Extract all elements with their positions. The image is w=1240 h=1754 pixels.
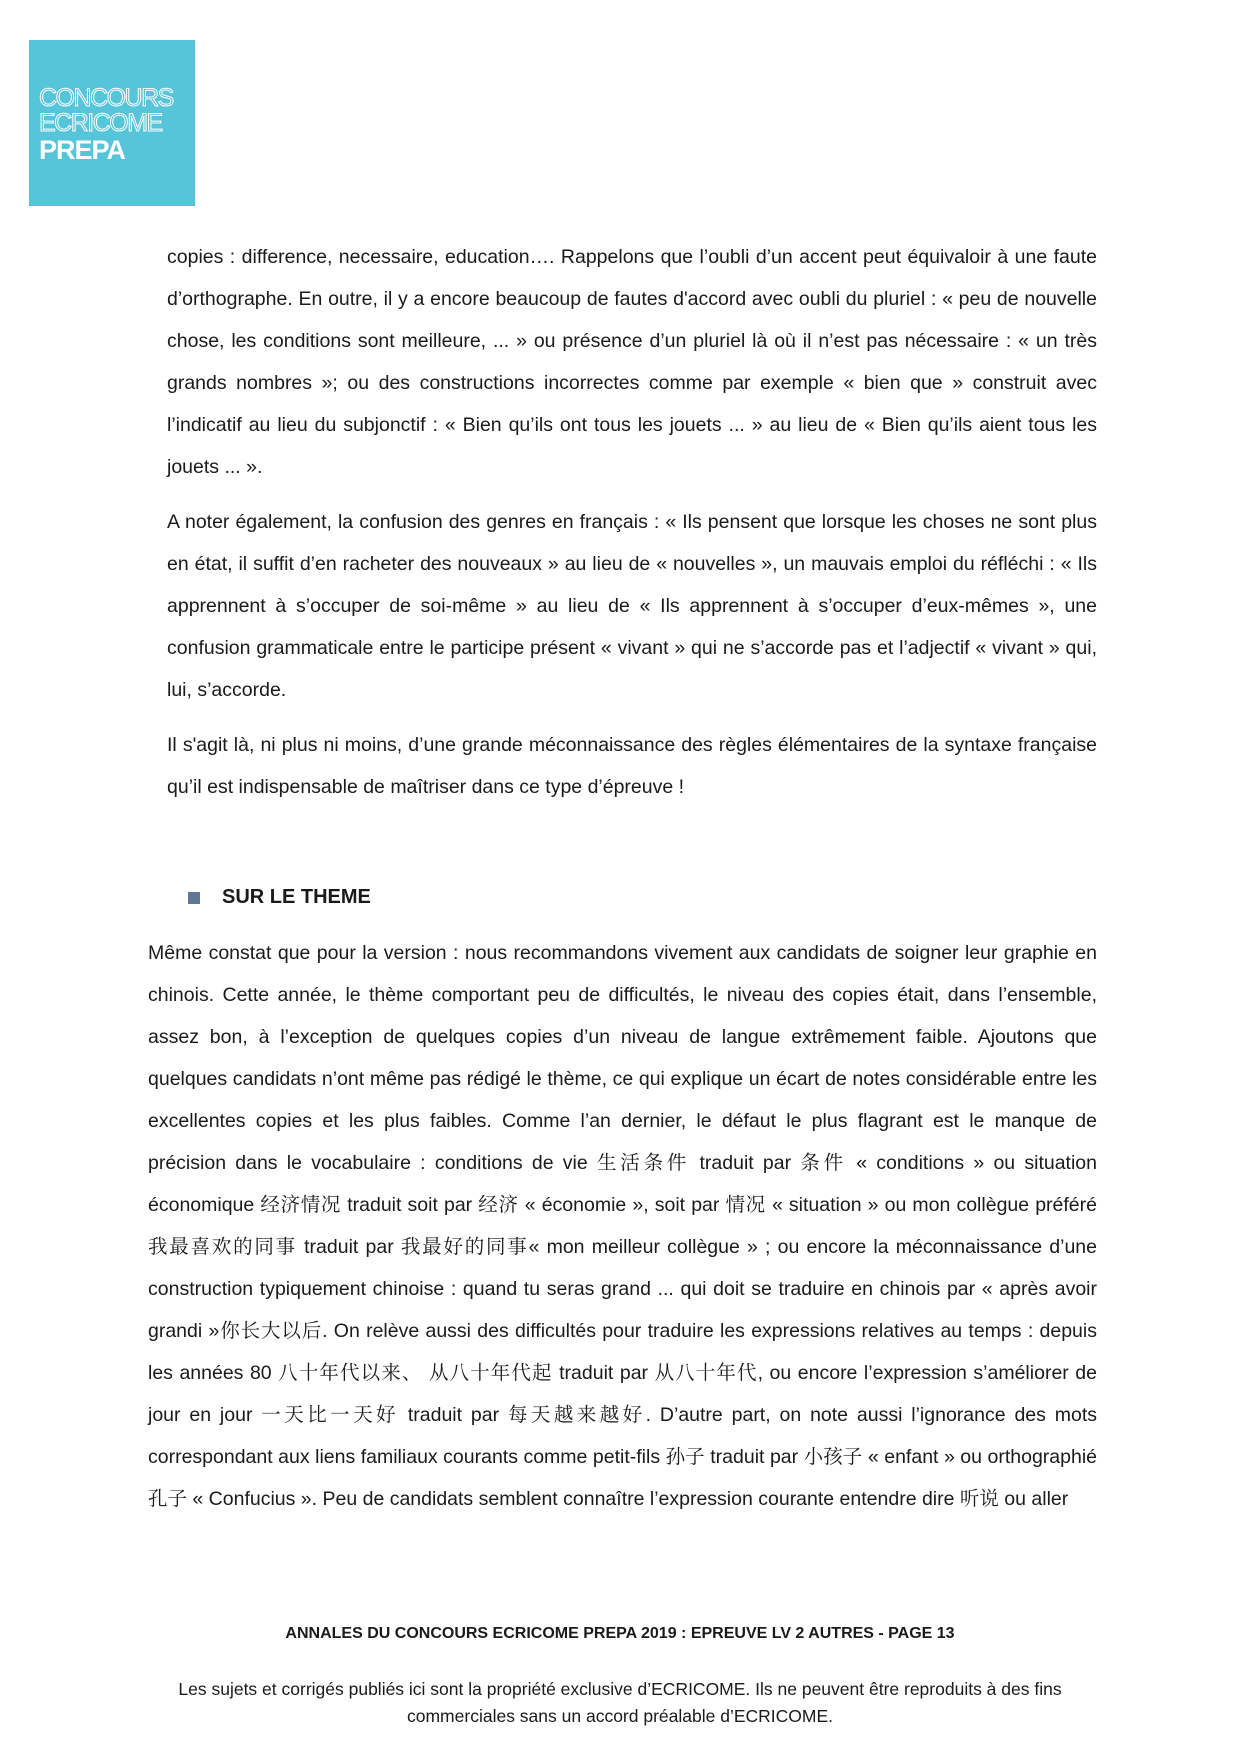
paragraph-syntaxe: Il s'agit là, ni plus ni moins, d’une grande méconnaissance des règles élémentaires de la syntaxe française qu’il est indispensable de maîtriser dans ce type d’épreuve ! [167, 734, 1097, 798]
section-heading-theme [190, 886, 371, 909]
section-heading-text: SUR LE THEME [222, 886, 371, 908]
paragraph-accents-accords: copies : difference, necessaire, education…. Rappelons que l’oubli d’un accent peut équivaloir à une faute d’orthographe. En outre, il y a encore beaucoup de fautes d'accord avec oubli du pluriel : « peu de nouvelle chose, les conditions sont meilleure, ... » ou présence d’un pluriel là où il n’est pas nécessaire : « un très grands nombres »; ou des constructions incorrectes comme par exemple « bien que » construit avec l’indicatif au lieu du subjonctif : « Bien qu’ils ont tous les jouets ... » au lieu de « Bien qu’ils aient tous les jouets ... ». [167, 246, 1097, 478]
square-bullet-icon [188, 892, 200, 904]
logo-line-prepa: PREPA [39, 135, 126, 165]
logo-line-ecricome: ECRICOME [39, 109, 162, 137]
paragraph-theme: Même constat que pour la version : nous recommandons vivement aux candidats de soigner leur graphie en chinois. Cette année, le thème comportant peu de difficultés, le niveau des copies était, dans l’ensemble, assez bon, à l’exception de quelques copies d’un niveau de langue extrêmement faible. Ajoutons que quelques candidats n’ont même pas rédigé le thème, ce qui explique un écart de notes considérable entre les excellentes copies et les plus faibles. Comme l’an dernier, le défaut le plus flagrant est le manque de précision dans le vocabulaire : conditions de vie 生活条件 traduit par 条件 « conditions » ou situation économique 经济情况 traduit soit par 经济 « économie », soit par 情况 « situation » ou mon collègue préféré 我最喜欢的同事 traduit par 我最好的同事« mon meilleur collègue » ; ou encore la méconnaissance d’une construction typiquement chinoise : quand tu seras grand ... qui doit se traduire en chinois par « après avoir grandi »你长大以后. On relève aussi des difficultés pour traduire les expressions relatives au temps : depuis les années 80 八十年代以来、 从八十年代起 traduit par 从八十年代, ou encore l’expression s’améliorer de jour en jour 一天比一天好 traduit par 每天越来越好. D’autre part, on note aussi l’ignorance des mots correspondant aux liens familiaux courants comme petit-fils 孙子 traduit par 小孩子 « enfant » ou orthographié 孔子 « Confucius ». Peu de candidats semblent connaître l’expression courante entendre dire 听说 ou aller [148, 942, 1097, 1510]
footer-title: ANNALES DU CONCOURS ECRICOME PREPA 2019 : EPREUVE LV 2 AUTRES - PAGE 13 [285, 1625, 955, 1642]
ecricome-logo [29, 40, 195, 206]
logo-line-concours: CONCOURS [39, 84, 173, 112]
paragraph-genres: A noter également, la confusion des genres en français : « Ils pensent que lorsque les choses ne sont plus en état, il suffit d’en racheter des nouveaux » au lieu de « nouvelles », un mauvais emploi du réfléchi : « Ils apprennent à s’occuper de soi-même » au lieu de « Ils apprennent à s’occuper d’eux-mêmes », une confusion grammaticale entre le participe présent « vivant » qui ne s’accorde pas et l’adjectif « vivant » qui, lui, s’accorde. [167, 511, 1097, 701]
footer-copyright-note: Les sujets et corrigés publiés ici sont la propriété exclusive d’ECRICOME. Ils ne peuvent être reproduits à des fins commerciales sans un accord préalable d’ECRICOME. [178, 1679, 1062, 1726]
